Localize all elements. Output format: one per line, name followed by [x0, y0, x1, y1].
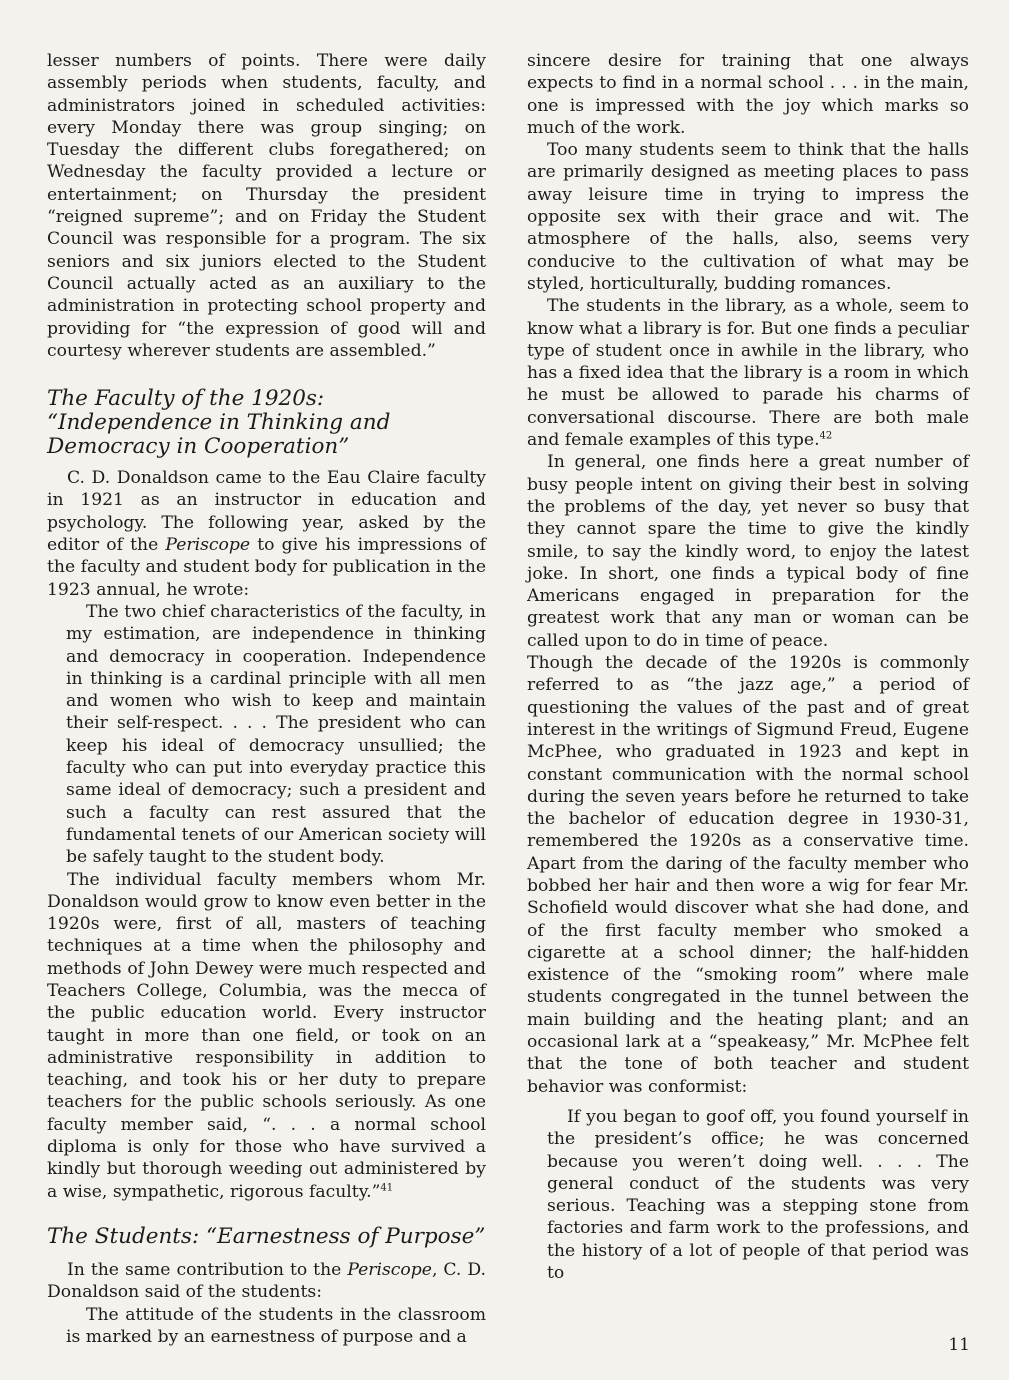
block-quote-continued: sincere desire for training that one always expects to find in a normal school . . . in the main, one is impressed with the joy which marks so much of the work. [527, 51, 969, 138]
paragraph-text: In the same contribution to the [67, 1259, 342, 1280]
paragraph [47, 467, 486, 601]
paragraph-text: The individual faculty members whom Mr. Donaldson would grow to know even better in the 1920s were, first of all, masters of teaching techniques at a time when the philosophy and methods of John Dewey were much respected and Teachers College, Columbia, was the mecca of the public education world. Every instructor taught in more than one field, or took on an administrative responsibility in addition to teaching, and took his or her duty to prepare teachers for the public schools seriously. As one faculty member said, “. . . a normal school diploma is only for those who have survived a kindly but thorough weeding out administered by a wise, sympathetic, rigorous faculty.” [47, 869, 486, 1202]
italic-title: Periscope [347, 1259, 432, 1280]
section-heading-students: The Students: “Earnestness of Purpose” [47, 1223, 486, 1249]
left-column [47, 50, 486, 1348]
block-quote: The two chief characteristics of the faculty, in my estimation, are independence in thinking and democracy in cooperation. Independence in thinking is a cardinal principle with all men and women who wish to keep and maintain their self-respect. . . . The president who can keep his ideal of democracy unsullied; the faculty who can put into everyday practice this same ideal of democracy; such a president and such a faculty can rest assured that the fundamental tenets of our American society will be safely taught to the student body. [66, 601, 486, 868]
block-quote: In general, one finds here a great number of busy people intent on giving their best in solving the problems of the day, yet never so busy that they cannot spare the time to give the kindly smile, to say the kindly word, to enjoy the latest joke. In short, one finds a typical body of fine Americans engaged in preparation for the greatest work that any man or woman can be called upon to do in time of peace. [527, 452, 969, 651]
block-quote: Too many students seem to think that the halls are primarily designed as meeting places to pass away leisure time in trying to impress the opposite sex with their grace and wit. The atmosphere of the halls, also, seems very conducive to the cultivation of what may be styled, horticulturally, budding romances. [527, 140, 969, 294]
footnote-ref: 41 [380, 1181, 394, 1193]
section-heading-faculty: The Faculty of the 1920s: “Independence in Thinking and Democracy in Cooperation” [47, 386, 391, 460]
paragraph-text: to give his impressions of the faculty and student body for publication in the 1923 annual, he wrote: [47, 535, 487, 600]
paragraph [47, 869, 486, 1203]
paragraph-text: The students in the library, as a whole, seem to know what a library is for. But one finds a peculiar type of student once in awhile in the library, who has a fixed idea that the library is a room in which he must be allowed to parade his charms of conversational discourse. There are both male and female examples of this type. [527, 296, 969, 451]
paragraph: lesser numbers of points. There were daily assembly periods when students, faculty, and administrators joined in scheduled activities: every Monday there was group singing; on Tuesday the different clubs foregathered; on Wednesday the faculty provided a lecture or entertainment; on Thursday the president “reigned supreme”; and on Friday the Student Council was responsible for a program. The six seniors and six juniors elected to the Student Council actually acted as an auxiliary to the administration in protecting school property and providing for “the expression of good will and courtesy wherever students are assembled.” [47, 51, 486, 361]
paragraph: Though the decade of the 1920s is commonly referred to as “the jazz age,” a period of questioning the values of the past and of great interest in the writings of Sigmund Freud, Eugene McPhee, who graduated in 1923 and kept in constant communication with the normal school during the seven years before he returned to take the bachelor of education degree in 1930-31, remembered the 1920s as a conservative time. Apart from the daring of the faculty member who bobbed her hair and then wore a wig for fear Mr. Schofield would discover what she had done, and of the first faculty member who smoked a cigarette at a school dinner; the half-hidden existence of the “smoking room” where male students congregated in the tunnel between the main building and the heating plant; and an occasional lark at a “speakeasy,” Mr. McPhee felt that the tone of both teacher and student behavior was conformist: [527, 653, 969, 1097]
block-quote: If you began to goof off, you found yourself in the president’s office; he was concerned because you weren’t doing well. . . . The general conduct of the students was very serious. Teaching was a stepping stone from factories and farm work to the professions, and the history of a lot of people of that period was to [547, 1106, 969, 1284]
paragraph-text: , C. D. Donaldson said of the students: [47, 1259, 486, 1303]
paragraph [47, 1259, 486, 1304]
right-column [527, 50, 969, 1284]
paragraph-text: C. D. Donaldson came to the Eau Claire faculty in 1921 as an instructor in education and psychology. The following year, asked by the editor of the [47, 468, 486, 556]
block-quote [527, 295, 969, 451]
block-quote: The attitude of the students in the classroom is marked by an earnestness of purpose and a [66, 1304, 486, 1347]
page-number: 11 [948, 1335, 970, 1355]
italic-title: Periscope [165, 535, 251, 556]
footnote-ref: 42 [819, 430, 833, 442]
